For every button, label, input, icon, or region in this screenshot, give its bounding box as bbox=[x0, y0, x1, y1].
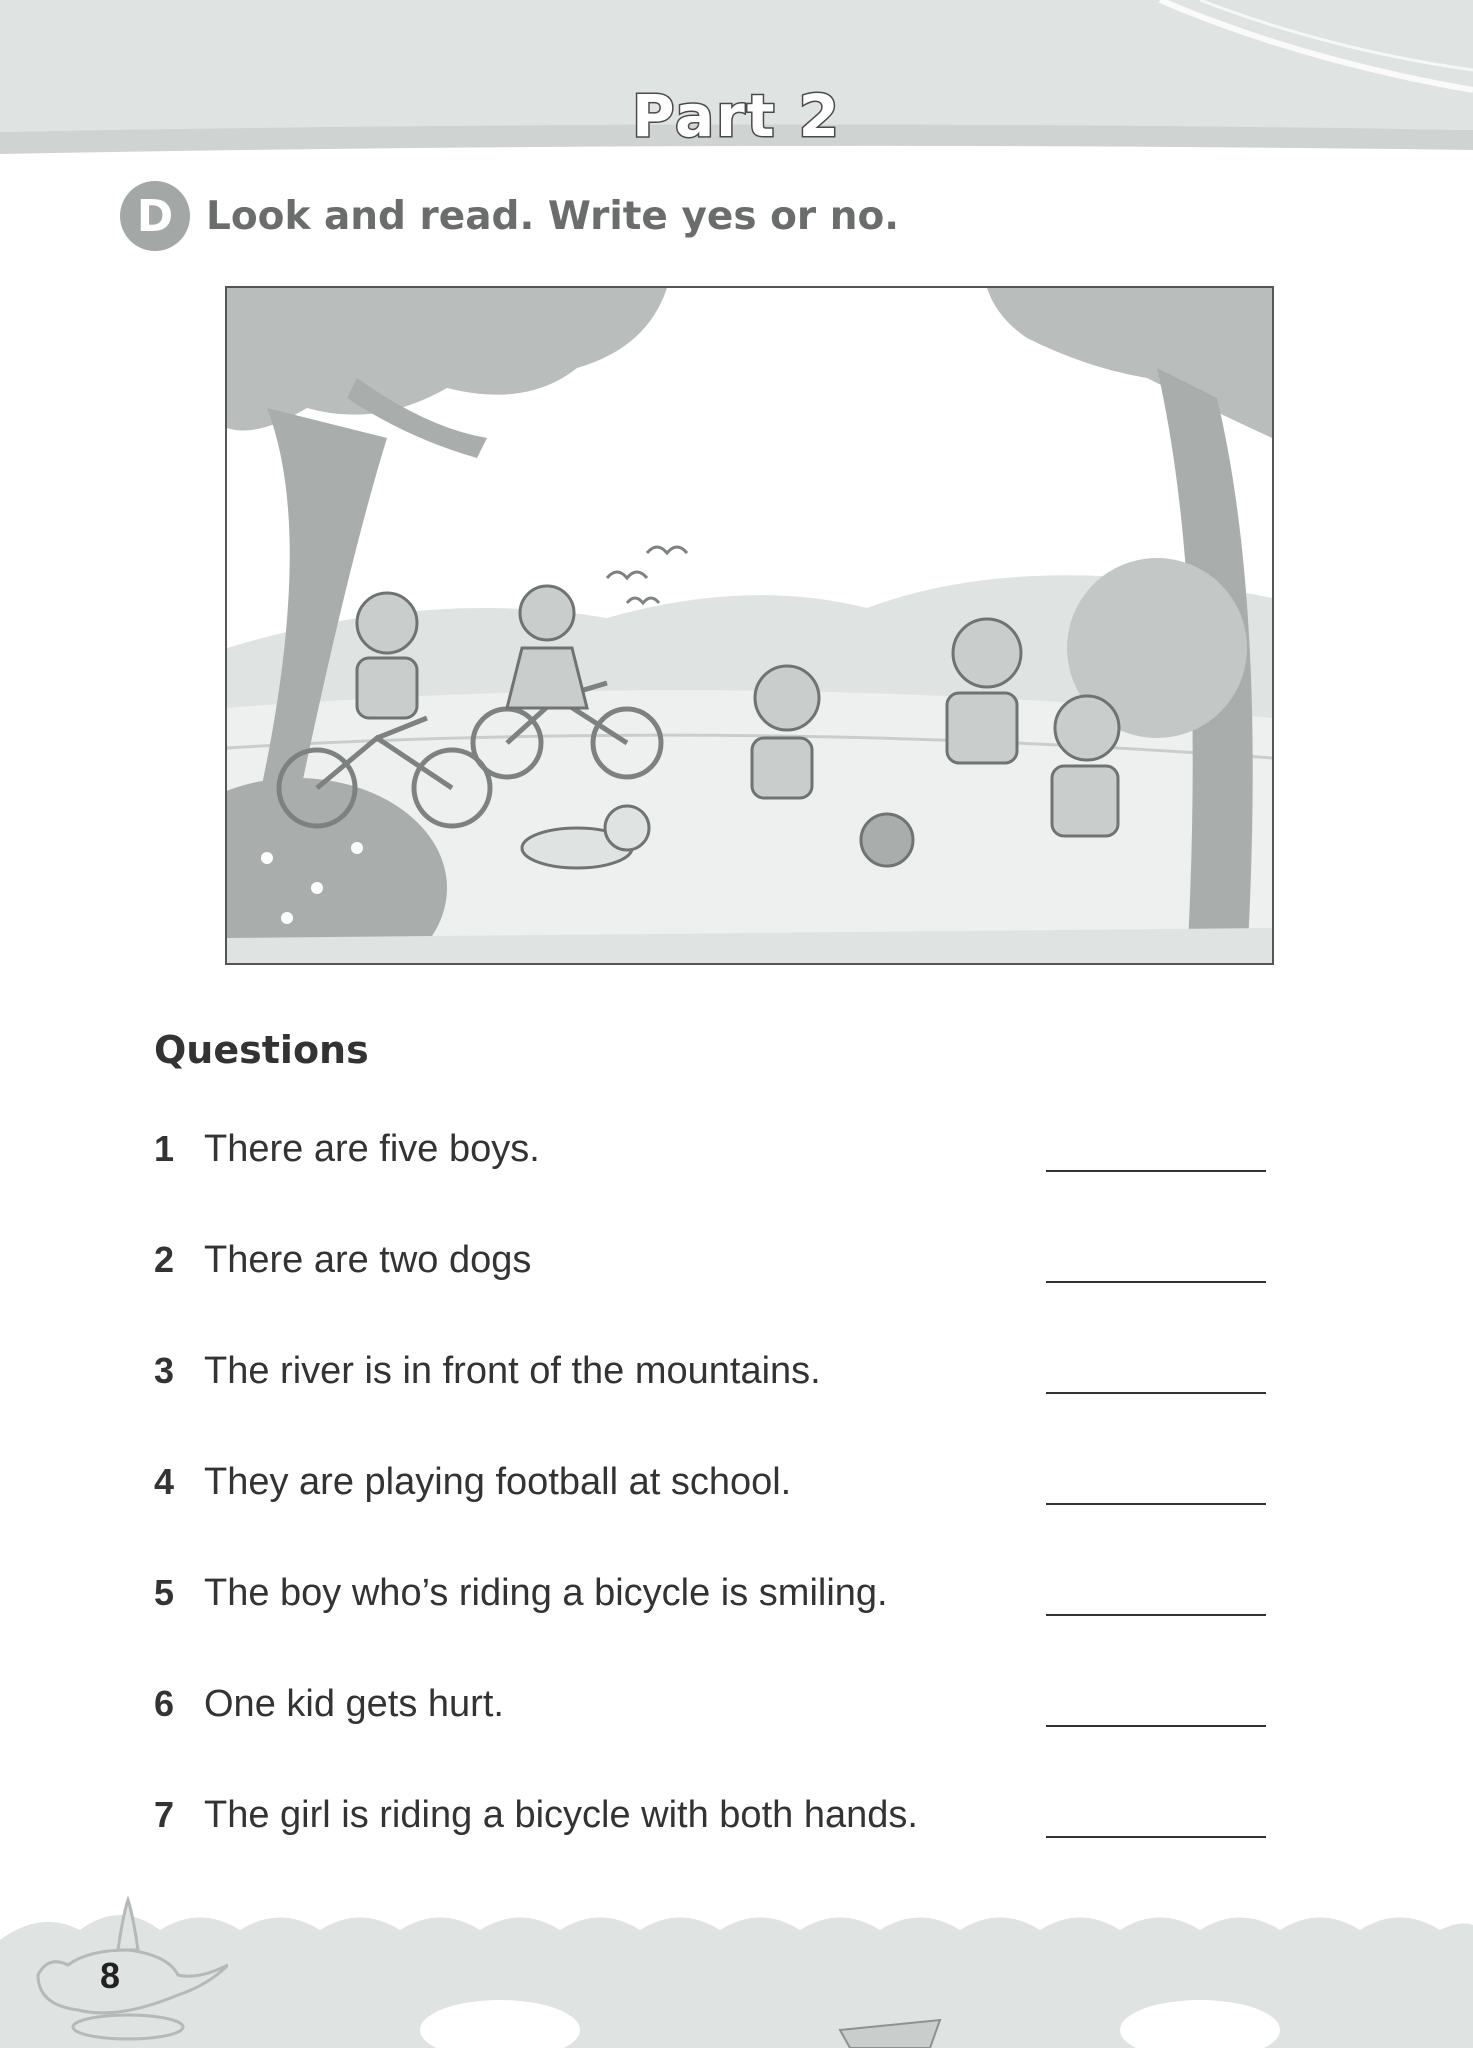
park-illustration bbox=[225, 286, 1274, 965]
question-number: 5 bbox=[154, 1572, 175, 1613]
instruction-text: Look and read. Write yes or no. bbox=[206, 193, 900, 239]
question-item-1 bbox=[154, 1128, 1266, 1239]
question-list bbox=[154, 1128, 1266, 1905]
question-number: 3 bbox=[154, 1350, 175, 1391]
lamp-icon bbox=[28, 1895, 228, 2045]
answer-blank[interactable] bbox=[1046, 1503, 1266, 1505]
question-number: 2 bbox=[154, 1239, 175, 1280]
section-heading bbox=[120, 180, 899, 252]
question-text: The girl is riding a bicycle with both hands. bbox=[204, 1794, 918, 1836]
question-text: The boy who’s riding a bicycle is smiling. bbox=[204, 1572, 888, 1614]
question-text: They are playing football at school. bbox=[204, 1461, 792, 1503]
question-item-6 bbox=[154, 1683, 1266, 1794]
question-number: 4 bbox=[154, 1461, 175, 1502]
question-number: 6 bbox=[154, 1683, 175, 1724]
question-text: There are five boys. bbox=[204, 1128, 540, 1170]
answer-blank[interactable] bbox=[1046, 1281, 1266, 1283]
question-text: One kid gets hurt. bbox=[204, 1683, 504, 1725]
question-item-3 bbox=[154, 1350, 1266, 1461]
question-item-4 bbox=[154, 1461, 1266, 1572]
question-number: 7 bbox=[154, 1794, 175, 1835]
question-text: The river is in front of the mountains. bbox=[204, 1350, 821, 1392]
question-number: 1 bbox=[154, 1128, 175, 1169]
answer-blank[interactable] bbox=[1046, 1392, 1266, 1394]
answer-blank[interactable] bbox=[1046, 1614, 1266, 1616]
part-title: Part 2 bbox=[632, 82, 841, 150]
page-number: 8 bbox=[100, 1955, 121, 1996]
question-text: There are two dogs bbox=[204, 1239, 532, 1281]
questions-title: Questions bbox=[154, 1028, 369, 1072]
answer-blank[interactable] bbox=[1046, 1836, 1266, 1838]
section-letter-badge: D bbox=[120, 181, 190, 251]
question-item-5 bbox=[154, 1572, 1266, 1683]
answer-blank[interactable] bbox=[1046, 1725, 1266, 1727]
question-item-2 bbox=[154, 1239, 1266, 1350]
answer-blank[interactable] bbox=[1046, 1170, 1266, 1172]
